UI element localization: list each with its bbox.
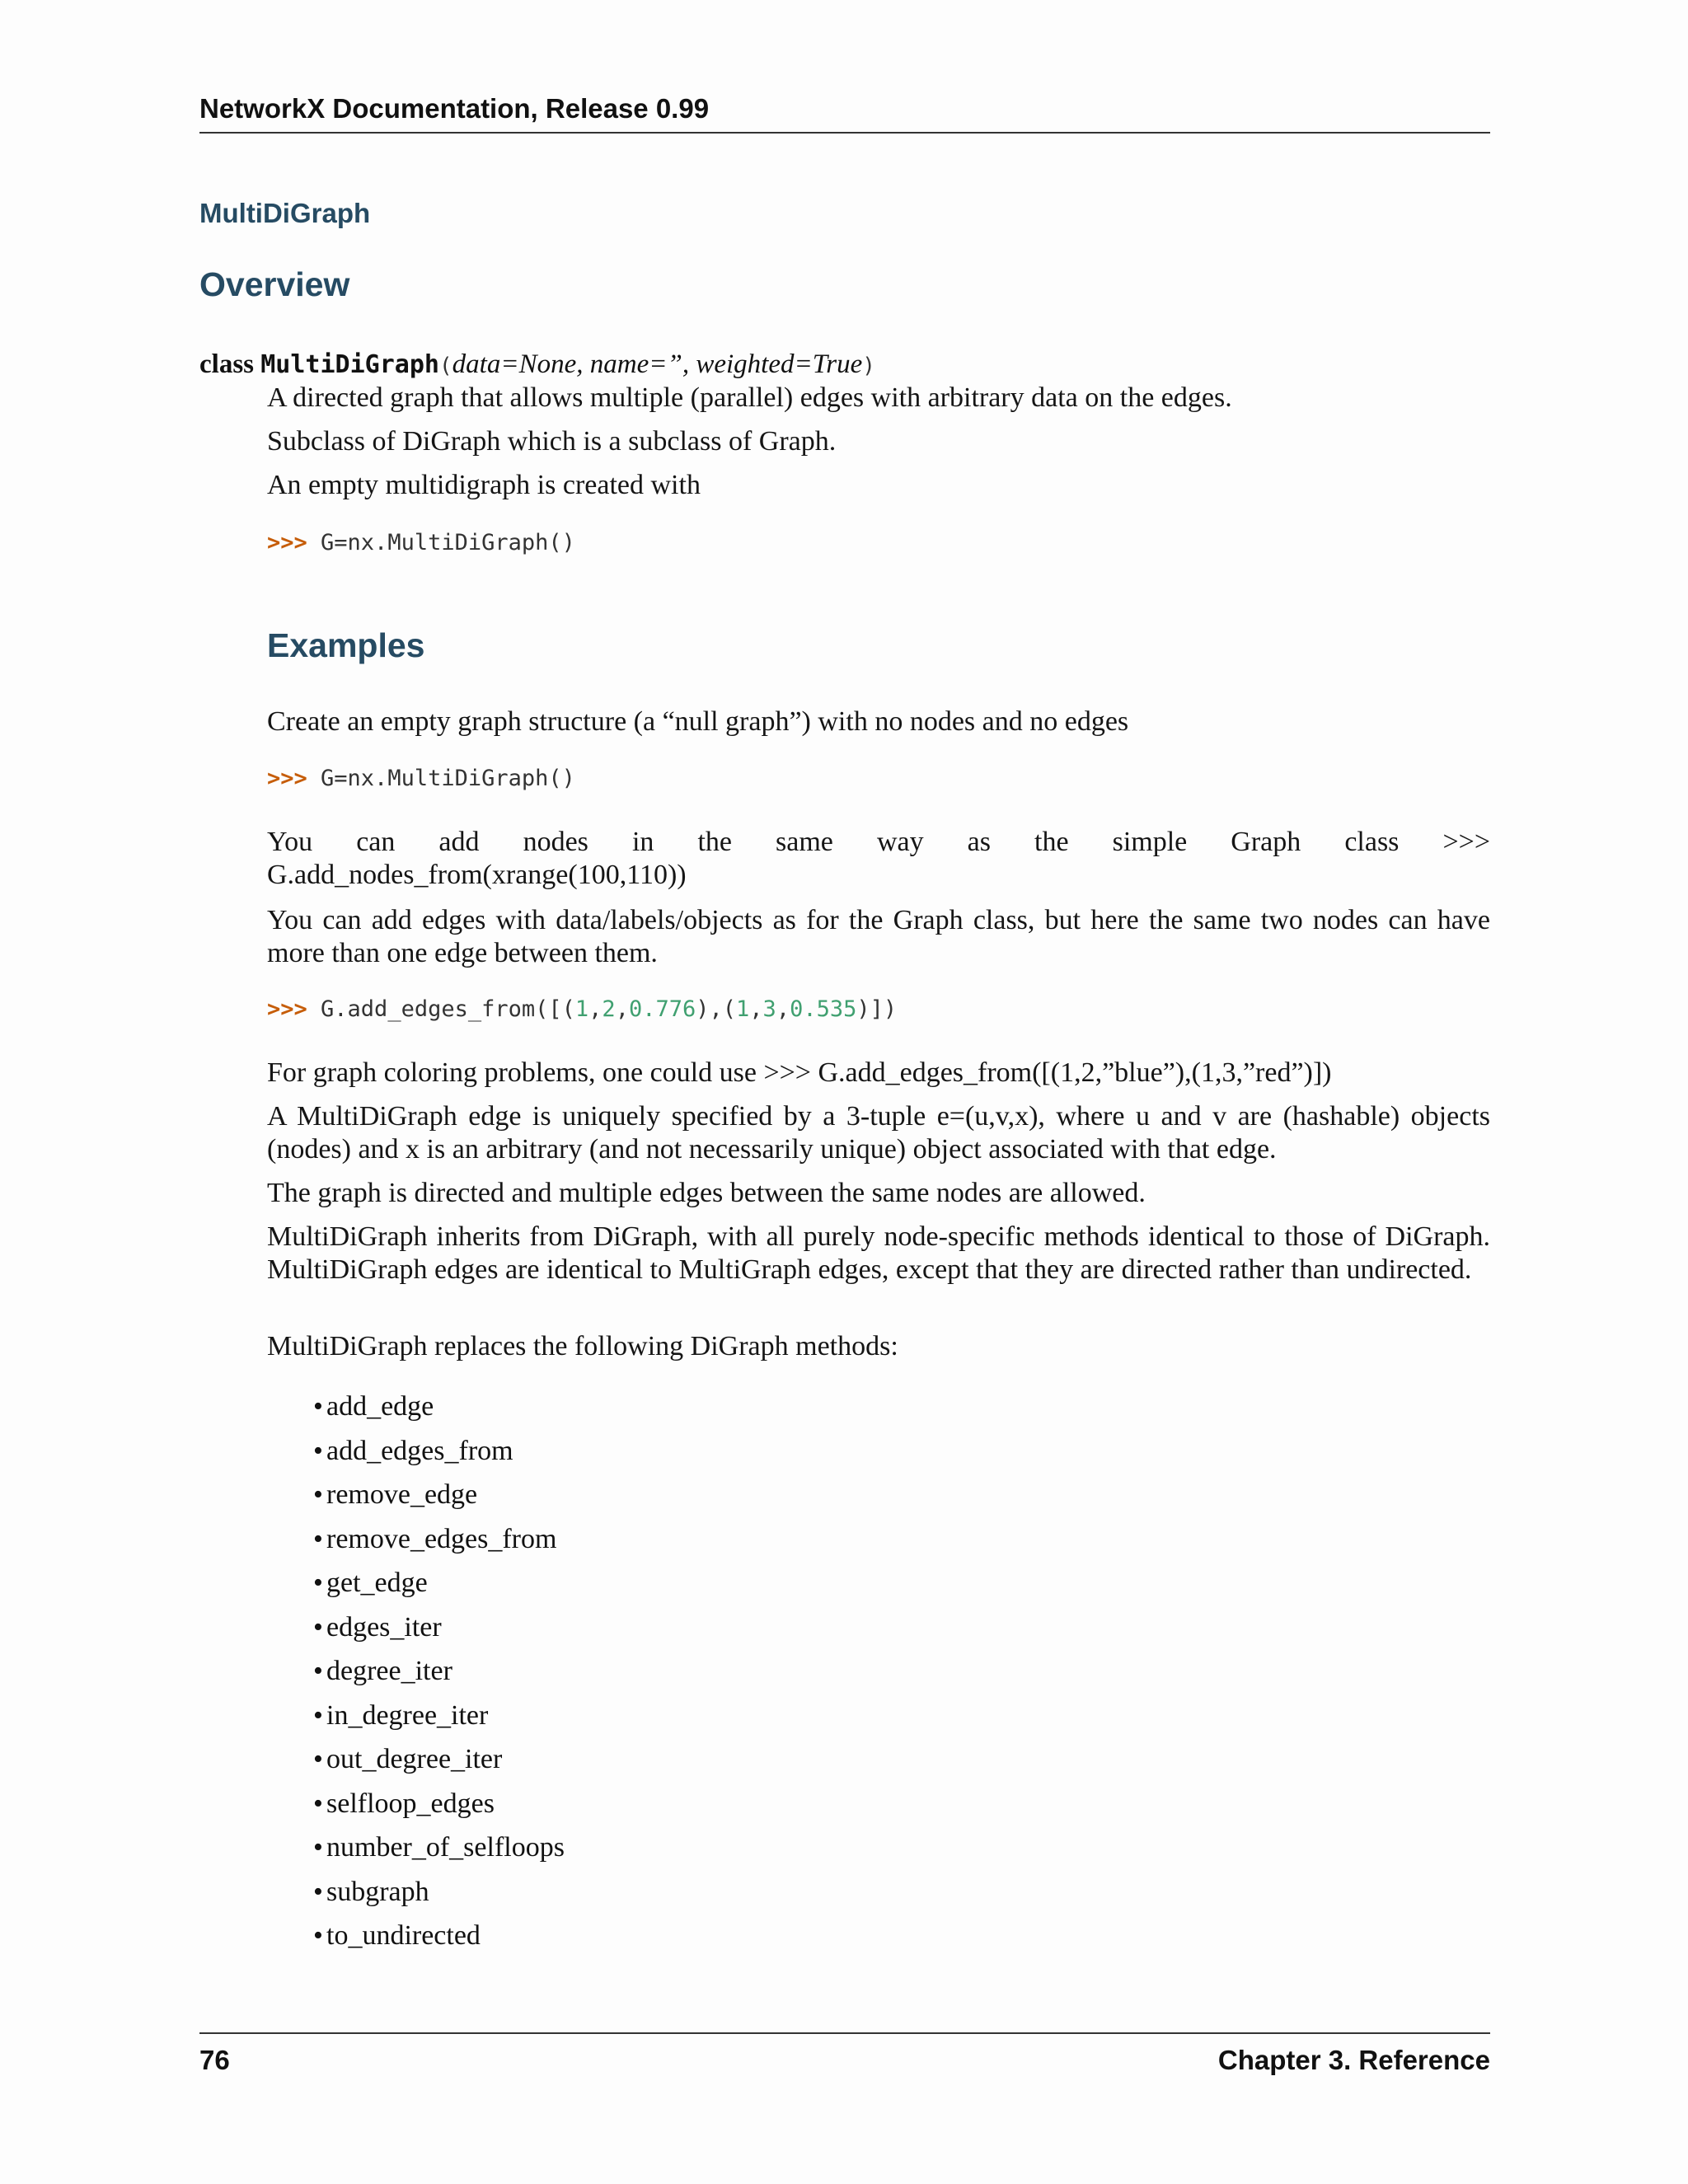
method-name: edges_iter [326, 1611, 442, 1643]
method-list [313, 1385, 565, 1958]
code-example-3 [267, 996, 897, 1024]
code-text: , [615, 996, 629, 1022]
code-prompt: >>> [267, 996, 307, 1022]
code-example-2 [267, 765, 575, 793]
bullet: • [313, 1788, 323, 1819]
bullet: • [313, 1920, 323, 1951]
code-number: 1 [574, 996, 589, 1022]
bullet: • [313, 1568, 323, 1598]
bullet: • [313, 1699, 323, 1731]
code-text: , [749, 996, 763, 1022]
list-item [313, 1914, 565, 1958]
overview-paragraph-1: A directed graph that allows multiple (parallel) edges with arbitrary data on the edges. [267, 382, 1232, 413]
method-name: add_edges_from [326, 1435, 513, 1466]
method-name: number_of_selfloops [326, 1832, 565, 1863]
class-params: data=None, name=”, weighted=True [452, 349, 863, 379]
open-paren: ( [439, 354, 452, 378]
method-name: degree_iter [326, 1656, 452, 1686]
examples-paragraph-2a: You can add nodes in the same way as the simple Graph class >>> [267, 827, 1490, 857]
bullet: • [313, 1435, 323, 1466]
list-item [313, 1825, 565, 1870]
list-item [313, 1561, 565, 1605]
bullet: • [313, 1391, 323, 1422]
list-item [313, 1694, 565, 1738]
bullet: • [313, 1832, 323, 1863]
page-number: 76 [199, 2045, 230, 2075]
overview-paragraph-3: An empty multidigraph is created with [267, 470, 701, 500]
page-header [199, 92, 1490, 134]
bullet: • [313, 1523, 323, 1554]
examples-paragraph-8: MultiDiGraph replaces the following DiGraph methods: [267, 1331, 898, 1361]
overview-paragraph-2: Subclass of DiGraph which is a subclass of Graph. [267, 426, 837, 457]
subsection-title: MultiDiGraph [199, 198, 371, 228]
method-name: out_degree_iter [326, 1744, 503, 1774]
class-keyword: class [199, 349, 254, 379]
examples-paragraph-7: MultiDiGraph inherits from DiGraph, with all purely node-specific methods identical to those of DiGraph. MultiDiGraph edges are identical to MultiGraph edges, except that they are directed rather than undirected. [267, 1221, 1490, 1285]
list-item [313, 1605, 565, 1650]
code-number: 2 [602, 996, 616, 1022]
class-signature [199, 348, 875, 382]
code-text: )]) [856, 996, 898, 1022]
list-item [313, 1870, 565, 1915]
method-name: remove_edge [326, 1479, 478, 1510]
examples-paragraph-6: The graph is directed and multiple edges between the same nodes are allowed. [267, 1178, 1146, 1208]
list-item [313, 1385, 565, 1429]
code-text: G=nx.MultiDiGraph() [307, 530, 575, 555]
method-name: subgraph [326, 1876, 429, 1907]
code-number: 3 [762, 996, 776, 1022]
code-number: 1 [736, 996, 750, 1022]
method-name: add_edge [326, 1391, 434, 1422]
code-text: G.add_edges_from([( [307, 996, 575, 1022]
code-number: 0.776 [628, 996, 696, 1022]
examples-paragraph-4: For graph coloring problems, one could use >>> G.add_edges_from([(1,2,”blue”),(1,3,”red”)]) [267, 1057, 1332, 1088]
code-prompt: >>> [267, 530, 307, 555]
examples-heading: Examples [267, 626, 425, 664]
list-item [313, 1473, 565, 1517]
code-text: , [588, 996, 603, 1022]
page-footer [199, 2032, 1490, 2077]
method-name: remove_edges_from [326, 1523, 557, 1554]
method-name: to_undirected [326, 1920, 481, 1951]
examples-paragraph-5: A MultiDiGraph edge is uniquely specified by a 3-tuple e=(u,v,x), where u and v are (hashable) objects (nodes) and x is an arbitrary (and not necessarily unique) object associated with that edge. [267, 1101, 1490, 1165]
list-item [313, 1517, 565, 1562]
list-item [313, 1649, 565, 1694]
bullet: • [313, 1744, 323, 1774]
section-title: Overview [199, 265, 350, 303]
header-title: NetworkX Documentation, Release 0.99 [199, 93, 710, 124]
method-name: in_degree_iter [326, 1699, 489, 1731]
close-paren: ) [862, 354, 875, 378]
method-name: get_edge [326, 1568, 428, 1598]
bullet: • [313, 1611, 323, 1643]
bullet: • [313, 1479, 323, 1510]
examples-paragraph-3: You can add edges with data/labels/objects as for the Graph class, but here the same two nodes can have more than one edge between them. [267, 905, 1490, 968]
examples-paragraph-2b: G.add_nodes_from(xrange(100,110)) [267, 860, 687, 890]
examples-paragraph-1: Create an empty graph structure (a “null graph”) with no nodes and no edges [267, 706, 1129, 737]
list-item [313, 1782, 565, 1826]
bullet: • [313, 1656, 323, 1686]
bullet: • [313, 1876, 323, 1907]
code-text: ),( [696, 996, 737, 1022]
method-name: selfloop_edges [326, 1788, 495, 1819]
code-example-1 [267, 529, 575, 557]
chapter-label: Chapter 3. Reference [1217, 2045, 1490, 2075]
code-text: G=nx.MultiDiGraph() [307, 766, 575, 791]
class-name: MultiDiGraph [260, 350, 439, 379]
code-text: , [776, 996, 790, 1022]
list-item [313, 1737, 565, 1782]
code-number: 0.535 [790, 996, 857, 1022]
list-item [313, 1429, 565, 1474]
code-prompt: >>> [267, 766, 307, 791]
